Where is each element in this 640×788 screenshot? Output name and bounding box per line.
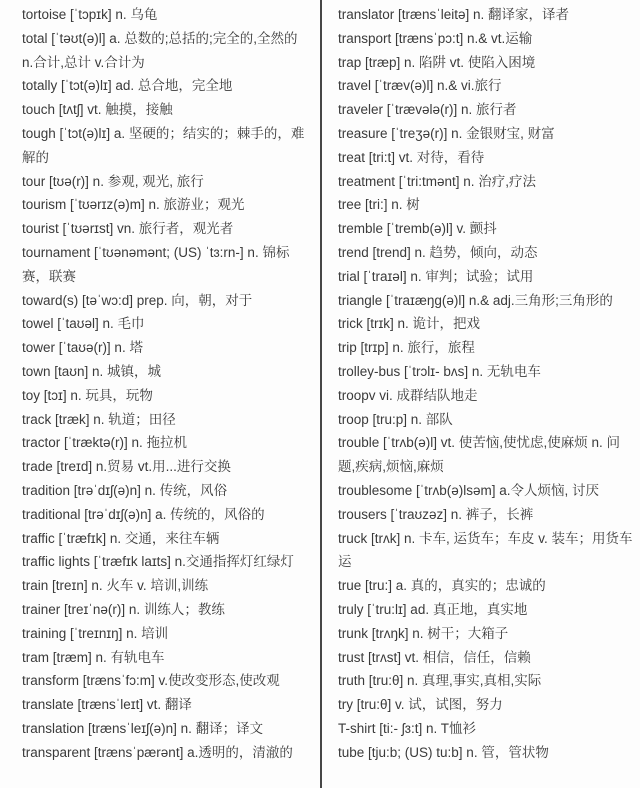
dictionary-entry: total [ˈtəʊt(ə)l] a. 总数的;总括的;完全的,全然的 n.合计,总计 v.合计为 bbox=[22, 30, 298, 70]
dictionary-entry: traditional [trəˈdɪʃ(ə)n] a. 传统的，风俗的 bbox=[22, 506, 265, 522]
dictionary-entry: translator [trænsˈleitə] n. 翻译家，译者 bbox=[338, 7, 570, 22]
dictionary-entry: tremble [ˈtremb(ə)l] v. 颤抖 bbox=[338, 221, 497, 237]
dictionary-entry: tough [ˈtɔt(ə)lɪ] a. 坚硬的；结实的；棘手的，难解的 bbox=[22, 125, 305, 165]
dictionary-entry: trade [treɪd] n.贸易 vt.用...进行交换 bbox=[22, 459, 231, 475]
dictionary-entry: tradition [trəˈdɪʃ(ə)n] n. 传统，风俗 bbox=[22, 482, 228, 498]
dictionary-entry: trunk [trʌŋk] n. 树干；大箱子 bbox=[338, 625, 509, 641]
dictionary-entry: troublesome [ˈtrʌb(ə)lsəm] a.令人烦恼, 讨厌 bbox=[338, 482, 600, 498]
dictionary-entry: troop [tru:p] n. 部队 bbox=[338, 411, 453, 427]
dictionary-entry: transparent [trænsˈpærənt] a.透明的，清澈的 bbox=[22, 744, 293, 760]
dictionary-entry: T-shirt [ti:- ʃɜ:t] n. T恤衫 bbox=[338, 720, 476, 736]
dictionary-entry: trial [ˈtraɪəl] n. 审判；试验；试用 bbox=[338, 268, 534, 284]
dictionary-entry: trend [trend] n. 趋势，倾向，动态 bbox=[338, 244, 538, 260]
dictionary-entry: traveler [ˈtrævələ(r)] n. 旅行者 bbox=[338, 102, 517, 118]
dictionary-entry: tortoise [ˈtɔpɪk] n. 乌龟 bbox=[22, 7, 158, 22]
right-column bbox=[320, 0, 640, 788]
dictionary-entry: treat [tri:t] vt. 对待，看待 bbox=[338, 149, 485, 165]
dictionary-entry: towel [ˈtaʊəl] n. 毛巾 bbox=[22, 316, 145, 332]
dictionary-entry: tube [tju:b; (US) tu:b] n. 管，管状物 bbox=[338, 744, 549, 760]
dictionary-entry: transform [trænsˈfɔ:m] v.使改变形态,使改观 bbox=[22, 673, 280, 689]
dictionary-entry: trousers [ˈtraʊzəz] n. 裤子，长裤 bbox=[338, 506, 534, 522]
dictionary-entry: trouble [ˈtrʌb(ə)l] vt. 使苦恼,使忧虑,使麻烦 n. 问题,疾病,烦恼,麻烦 bbox=[338, 435, 621, 475]
dictionary-entry: trolley-bus [ˈtrɔlɪ- bʌs] n. 无轨电车 bbox=[338, 363, 541, 379]
dictionary-entry: true [tru:] a. 真的，真实的；忠诚的 bbox=[338, 578, 546, 594]
dictionary-entry: trust [trʌst] vt. 相信，信任，信赖 bbox=[338, 649, 531, 665]
dictionary-entry: traffic lights [ˈtræfɪk laɪts] n.交通指挥灯红绿灯 bbox=[22, 554, 294, 570]
dictionary-entry: toy [tɔɪ] n. 玩具，玩物 bbox=[22, 387, 153, 403]
dictionary-entry: toward(s) [təˈwɔ:d] prep. 向，朝，对于 bbox=[22, 292, 253, 308]
dictionary-entry: traffic [ˈtræfɪk] n. 交通，来往车辆 bbox=[22, 530, 220, 546]
dictionary-entry: truck [trʌk] n. 卡车, 运货车；车皮 v. 装车；用货车运 bbox=[338, 530, 633, 570]
dictionary-entry: translate [trænsˈleɪt] vt. 翻译 bbox=[22, 697, 192, 713]
dictionary-entry: truth [tru:θ] n. 真理,事实,真相,实际 bbox=[338, 673, 542, 689]
dictionary-entry: tractor [ˈtræktə(r)] n. 拖拉机 bbox=[22, 435, 188, 451]
dictionary-entry: translation [trænsˈleɪʃ(ə)n] n. 翻译；译文 bbox=[22, 720, 264, 736]
dictionary-entry: treasure [ˈtreʒə(r)] n. 金银财宝, 财富 bbox=[338, 125, 555, 141]
dictionary-entry: tournament [ˈtʊənəmənt; (US) ˈtɜ:rn-] n. 锦标赛，联赛 bbox=[22, 244, 290, 284]
dictionary-entry: transport [trænsˈpɔ:t] n.& vt.运输 bbox=[338, 30, 533, 46]
dictionary-entry: trap [træp] n. 陷阱 vt. 使陷入困境 bbox=[338, 54, 536, 70]
dictionary-entry: train [treɪn] n. 火车 v. 培训,训练 bbox=[22, 578, 209, 594]
dictionary-entry: triangle [ˈtraɪæŋg(ə)l] n.& adj.三角形;三角形的 bbox=[338, 292, 613, 308]
dictionary-entry: truly [ˈtru:lɪ] ad. 真正地，真实地 bbox=[338, 601, 528, 617]
dictionary-entry: trip [trɪp] n. 旅行，旅程 bbox=[338, 340, 475, 356]
dictionary-entry: troopv vi. 成群结队地走 bbox=[338, 387, 478, 403]
dictionary-entry: tourism [ˈtʊərɪz(ə)m] n. 旅游业；观光 bbox=[22, 197, 245, 213]
dictionary-entry: town [taʊn] n. 城镇，城 bbox=[22, 363, 161, 379]
dictionary-entry: tourist [ˈtʊərɪst] vn. 旅行者，观光者 bbox=[22, 221, 234, 237]
dictionary-entry: track [træk] n. 轨道；田径 bbox=[22, 411, 176, 427]
dictionary-entry: try [tru:θ] v. 试，试图，努力 bbox=[338, 697, 503, 713]
dictionary-entry: treatment [ˈtri:tmənt] n. 治疗,疗法 bbox=[338, 173, 537, 189]
dictionary-entry: training [ˈtreɪnɪŋ] n. 培训 bbox=[22, 625, 169, 641]
dictionary-entry: tram [træm] n. 有轨电车 bbox=[22, 649, 165, 665]
dictionary-entry: tower [ˈtaʊə(r)] n. 塔 bbox=[22, 340, 143, 356]
dictionary-entry: trainer [treɪˈnə(r)] n. 训练人；教练 bbox=[22, 601, 225, 617]
dictionary-entry: trick [trɪk] n. 诡计，把戏 bbox=[338, 316, 481, 332]
dictionary-entry: travel [ˈtræv(ə)l] n.& vi.旅行 bbox=[338, 78, 502, 94]
dictionary-entry: totally [ˈtɔt(ə)lɪ] ad. 总合地，完全地 bbox=[22, 78, 233, 94]
dictionary-entry: tour [tʊə(r)] n. 参观, 观光, 旅行 bbox=[22, 173, 204, 189]
dictionary-entry: touch [tʌtʃ] vt. 触摸，接触 bbox=[22, 102, 173, 118]
dictionary-entry: tree [tri:] n. 树 bbox=[338, 197, 420, 213]
